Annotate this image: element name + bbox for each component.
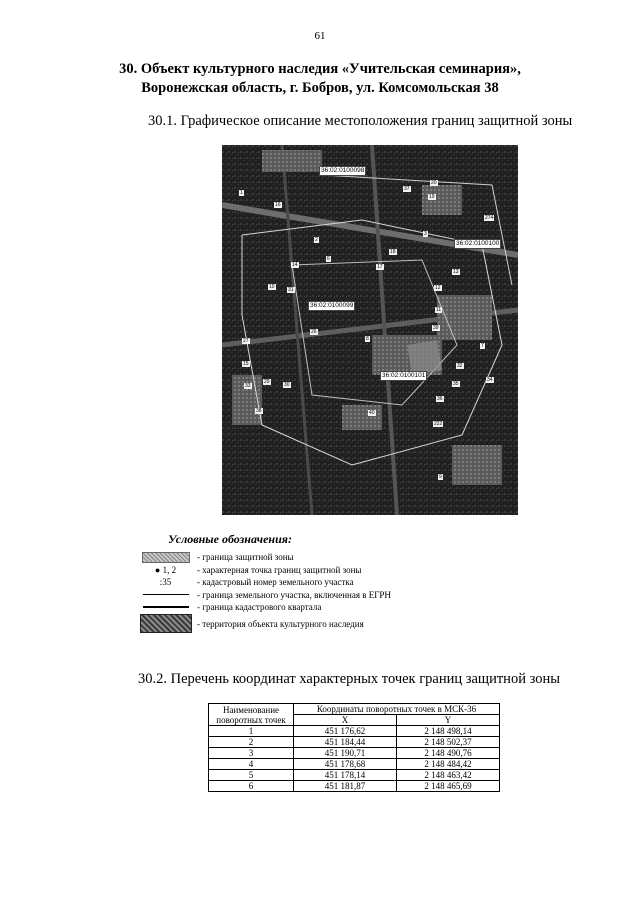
table-row [209,759,500,770]
table-row [209,781,500,792]
point-dot-icon: ● 1, 2 [154,564,177,575]
legend-row [138,564,391,577]
section-heading-graphic: 30.1. Графическое описание местоположения границ защитной зоны [148,113,573,129]
legend-label: - граница защитной зоны [197,552,294,563]
cell-x: 451 176,62 [294,726,397,737]
legend-label: - характерная точка границ защитной зоны [197,564,362,575]
parcel-label: 36:02:0100098 [321,167,365,174]
table-row [209,748,500,759]
cell-point: 6 [209,781,294,792]
legend-title: Условные обозначения: [168,532,292,546]
cell-x: 451 181,87 [294,781,397,792]
document-title [0,60,640,98]
point-label: 6 [327,256,330,262]
title-line-2: Воронежская область, г. Бобров, ул. Комсомольская 38 [141,80,499,96]
building [452,445,502,485]
table-row [209,770,500,781]
point-label: 26 [311,329,317,335]
point-label: 32 [457,363,463,369]
cell-point: 5 [209,770,294,781]
point-label: 36 [437,396,443,402]
legend-row [138,589,391,602]
cell-y: 2 148 498,14 [397,726,500,737]
header-point-name: Наименование поворотных точек [209,704,294,726]
cell-y: 2 148 463,42 [397,770,500,781]
header-coordinates: Координаты поворотных точек в МСК-36 [294,704,500,715]
parcel-label: 36:02:0100101 [382,372,426,379]
protection-zone-swatch [142,552,190,563]
point-label: 12 [435,285,441,291]
building [422,185,462,215]
point-label: 30 [284,382,290,388]
point-label: 27 [243,338,249,344]
point-label: 11 [436,307,442,313]
point-label: 8 [366,336,369,342]
cell-x: 451 190,71 [294,748,397,759]
point-label: 40 [369,410,375,416]
cell-point: 1 [209,726,294,737]
cell-point: 4 [209,759,294,770]
map-legend [138,532,391,634]
cell-y: 2 148 490,76 [397,748,500,759]
legend-label: - кадастровый номер земельного участка [197,577,354,588]
satellite-map [222,145,518,515]
parcel-line-swatch [143,594,189,595]
point-label: 34 [487,377,493,383]
legend-row [138,614,391,634]
heritage-territory [407,340,442,375]
cell-y: 2 148 502,37 [397,737,500,748]
section-heading-coordinates: 30.2. Перечень координат характерных точек границ защитной зоны [138,671,560,687]
cadastral-number-symbol: :35 [159,577,172,588]
point-label: 39 [433,325,439,331]
point-label: 14 [292,262,298,268]
point-label: 20 [431,180,437,186]
cell-x: 451 178,68 [294,759,397,770]
legend-label: - граница кадастрового квартала [197,602,322,613]
point-label: 222 [434,421,443,427]
point-label: 1 [240,190,243,196]
point-label: 9 [439,474,442,480]
point-label: 38 [256,408,262,414]
cell-y: 2 148 484,42 [397,759,500,770]
cell-y: 2 148 465,69 [397,781,500,792]
point-label: 31 [288,287,294,293]
point-label: 7 [481,343,484,349]
point-label: 18 [390,249,396,255]
building [342,405,382,430]
point-label: 15 [243,361,249,367]
point-label: 17 [377,264,383,270]
parcel-label: 36:02:0100100 [456,240,500,247]
point-label: 274 [485,215,494,221]
point-label: 33 [245,383,251,389]
legend-row [138,551,391,564]
coordinates-table [208,703,500,792]
point-label: 3 [424,231,427,237]
point-label: 29 [264,379,270,385]
cell-x: 451 184,44 [294,737,397,748]
page-number: 61 [314,30,326,42]
map-graphics [222,145,518,515]
cell-point: 2 [209,737,294,748]
cell-x: 451 178,14 [294,770,397,781]
point-label: 16 [275,202,281,208]
header-y: Y [397,715,500,726]
legend-label: - граница земельного участка, включенная в ЕГРН [197,589,391,600]
legend-label: - территория объекта культурного наследия [197,618,364,629]
title-line-1: 30. Объект культурного наследия «Учительская семинария», [119,61,521,77]
point-label: 19 [429,194,435,200]
table-row [209,726,500,737]
point-label: 37 [404,186,410,192]
building [262,150,322,172]
legend-row [138,601,391,614]
point-label: 13 [453,269,459,275]
heritage-swatch [140,614,192,633]
point-label: 2 [315,237,318,243]
parcel-label: 36:02:0100099 [310,302,354,309]
cell-point: 3 [209,748,294,759]
legend-row [138,576,391,589]
header-x: X [294,715,397,726]
point-label: 10 [269,284,275,290]
table-row [209,737,500,748]
point-label: 35 [453,381,459,387]
quarter-line-swatch [143,606,189,608]
